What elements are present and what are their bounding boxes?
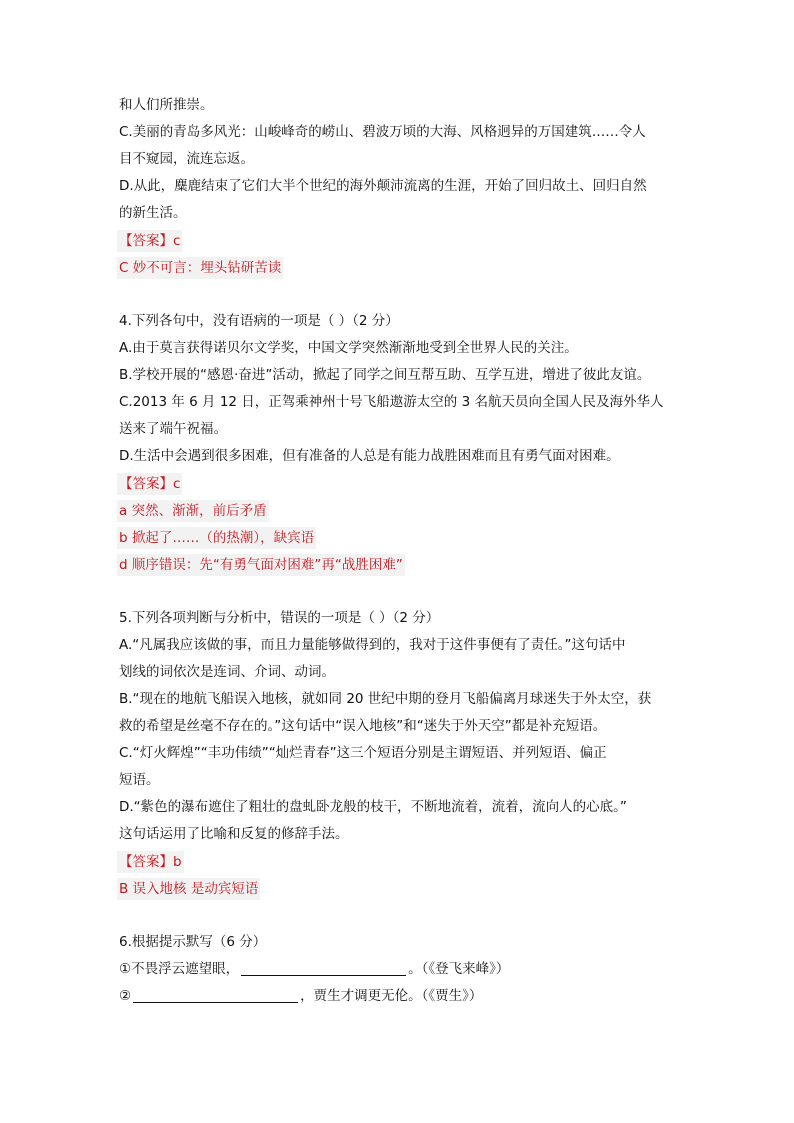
fill-item-2 xyxy=(119,983,679,1010)
fill-prefix: ② xyxy=(119,988,132,1004)
spacer xyxy=(119,281,679,308)
spacer xyxy=(119,578,679,605)
option-b: B.“现在的地航飞船误入地核，就如同 20 世纪中期的登月飞船偏离月球迷失于外太空，获 xyxy=(119,691,652,707)
answer-row xyxy=(119,848,679,875)
answer-blank[interactable] xyxy=(133,988,298,1003)
option-d: D.生活中会遇到很多困难，但有准备的人总是有能力战胜困难而且有勇气面对困难。 xyxy=(119,448,620,464)
spacer xyxy=(119,902,679,929)
answer-note: C 妙不可言：埋头钻研苦读 xyxy=(117,257,283,279)
exam-page xyxy=(119,92,679,1010)
option-b: B.学校开展的“感恩·奋进”活动，掀起了同学之间互帮互助、互学互进，增进了彼此友谊。 xyxy=(119,367,651,383)
answer-note-row xyxy=(119,551,679,578)
fill-suffix: ，贾生才调更无伦。（《贾生》） xyxy=(300,988,483,1004)
question-title: 6.根据提示默写（6 分） xyxy=(119,934,267,950)
question-title: 5.下列各项判断与分析中，错误的一项是（ ）（2 分） xyxy=(119,610,440,626)
answer-label: 【答案】c xyxy=(117,230,182,252)
fill-suffix: 。（《登飞来峰》） xyxy=(408,961,510,977)
option-b-cont: 救的希望是丝毫不存在的。”这句话中“误入地核”和“迷失于外天空”都是补充短语。 xyxy=(119,718,607,734)
answer-label: 【答案】b xyxy=(117,851,184,873)
answer-blank[interactable] xyxy=(241,961,406,976)
option-c-cont: 目不窥园，流连忘返。 xyxy=(119,151,254,167)
answer-note-row xyxy=(119,497,679,524)
answer-label: 【答案】c xyxy=(117,473,182,495)
option-a: A.“凡属我应该做的事，而且力量能够做得到的，我对于这件事便有了责任。”这句话中 xyxy=(119,637,626,653)
option-a-cont: 划线的词依次是连词、介词、动词。 xyxy=(119,664,335,680)
answer-note-row xyxy=(119,524,679,551)
fill-prefix: ①不畏浮云遮望眼， xyxy=(119,961,240,977)
question-4 xyxy=(119,308,679,578)
option-c-cont: 送来了端午祝福。 xyxy=(119,421,227,437)
answer-note-row xyxy=(119,254,679,281)
answer-row xyxy=(119,227,679,254)
option-a: A.由于莫言获得诺贝尔文学奖，中国文学突然渐渐地受到全世界人民的关注。 xyxy=(119,340,578,356)
answer-row xyxy=(119,470,679,497)
option-d-cont: 这句话运用了比喻和反复的修辞手法。 xyxy=(119,826,349,842)
answer-note: b 掀起了……（的热潮），缺宾语 xyxy=(117,527,316,549)
question-line: 和人们所推崇。 xyxy=(119,97,214,113)
fill-item-1 xyxy=(119,956,679,983)
question-6 xyxy=(119,929,679,1010)
option-c: C.“灯火辉煌”“丰功伟绩”“灿烂青春”这三个短语分别是主谓短语、并列短语、偏正 xyxy=(119,745,607,761)
option-d-cont: 的新生活。 xyxy=(119,205,187,221)
question-5 xyxy=(119,605,679,902)
answer-note: d 顺序错误：先“有勇气面对困难”再“战胜困难” xyxy=(117,554,405,576)
option-c-cont: 短语。 xyxy=(119,772,160,788)
question-3 xyxy=(119,92,679,281)
option-c: C.美丽的青岛多风光：山峻峰奇的崂山、碧波万顷的大海、风格迥异的万国建筑……令人 xyxy=(119,124,646,140)
answer-note: a 突然、渐渐，前后矛盾 xyxy=(117,500,269,522)
option-d: D.“紫色的瀑布遮住了粗壮的盘虬卧龙般的枝干，不断地流着，流着，流向人的心底。” xyxy=(119,799,627,815)
answer-note: B 误入地核 是动宾短语 xyxy=(117,878,260,900)
answer-note-row xyxy=(119,875,679,902)
option-d: D.从此，麋鹿结束了它们大半个世纪的海外颠沛流离的生涯，开始了回归故土、回归自然 xyxy=(119,178,647,194)
question-title: 4.下列各句中，没有语病的一项是（ ）（2 分） xyxy=(119,313,399,329)
option-c: C.2013 年 6 月 12 日，正驾乘神州十号飞船遨游太空的 3 名航天员向全国人民及海外华人 xyxy=(119,394,664,410)
